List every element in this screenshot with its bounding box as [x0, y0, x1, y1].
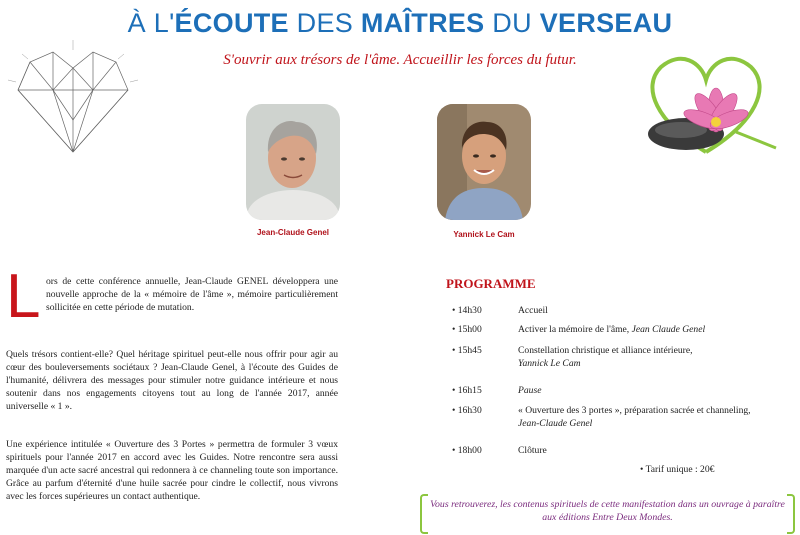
speaker-photo-yannick-le-cam — [437, 104, 531, 220]
page-subtitle: S'ouvrir aux trésors de l'âme. Accueillir les forces du futur. — [223, 52, 577, 68]
price-info: • Tarif unique : 20€ — [640, 464, 715, 475]
speaker-photo-jean-claude-genel — [246, 104, 340, 220]
programme-time: • 15h00 — [452, 324, 482, 335]
programme-heading: PROGRAMME — [446, 276, 536, 291]
programme-speaker: Jean-Claude Genel — [518, 418, 593, 429]
publication-note-text: Vous retrouverez, les contenus spirituels de cette manifestation dans un ouvrage à paraître aux éditions Entre Deux Mondes. — [430, 499, 785, 523]
programme-desc: Pause — [518, 385, 542, 396]
programme-desc: Activer la mémoire de l'âme, Jean Claude Genel — [518, 324, 706, 335]
drop-cap: L — [6, 262, 41, 331]
publication-note — [420, 494, 795, 532]
page-title: À L'ÉCOUTE DES MAÎTRES DU VERSEAU — [127, 8, 673, 38]
programme-speaker: Yannick Le Cam — [518, 358, 581, 369]
programme-desc: Accueil — [518, 305, 548, 316]
speaker-caption: Jean-Claude Genel — [256, 228, 330, 237]
programme-desc: Clôture — [518, 445, 547, 456]
bracket-left — [420, 494, 428, 534]
programme-speaker: Jean Claude Genel — [631, 324, 706, 335]
programme-desc: « Ouverture des 3 portes », préparation sacrée et channeling, Jean-Claude Genel — [518, 405, 751, 429]
article-paragraph: Une expérience intitulée « Ouverture des 3 Portes » permettra de formuler 3 vœux spirituels pour l'année 2017 en accord avec les Guides. Notre rencontre sera aussi marquée d'un acte sacré ancestral qui redonnera à ce channeling toute son importance. Grâce au parfum d'éternité d'une huile sacrée pour cindre le collectif, nous vivrons avec les forces supérieures un contact authentique. — [6, 439, 338, 502]
article-intro: ors de cette conférence annuelle, Jean-Claude GENEL développera une nouvelle approche de la « mémoire de l'âme », mémoire particulièrement sollicitée en cette période de mutation. — [46, 276, 338, 313]
article-paragraph: Quels trésors contient-elle? Quel héritage spirituel peut-elle nous offrir pour agir au cœur des bouleversements sociétaux ? Jean-Claude Genel, à l'écoute des Guides de l'humanité, délivrera des messages pour stimuler notre guidance intérieure et nous soutenir dans nos engagements citoyens tout au long de l'année 2017, année universelle « 1 ». — [6, 349, 338, 412]
lotus-stone-illustration — [626, 52, 786, 162]
speaker-caption: Yannick Le Cam — [453, 230, 515, 239]
programme-desc: Constellation christique et alliance intérieure, Yannick Le Cam — [518, 345, 693, 369]
programme-time: • 15h45 — [452, 345, 482, 356]
crystal-heart-illustration — [8, 40, 138, 160]
programme-time: • 16h30 — [452, 405, 482, 416]
programme-time: • 14h30 — [452, 305, 482, 316]
bracket-right — [787, 494, 795, 534]
programme-time: • 18h00 — [452, 445, 482, 456]
programme-time: • 16h15 — [452, 385, 482, 396]
